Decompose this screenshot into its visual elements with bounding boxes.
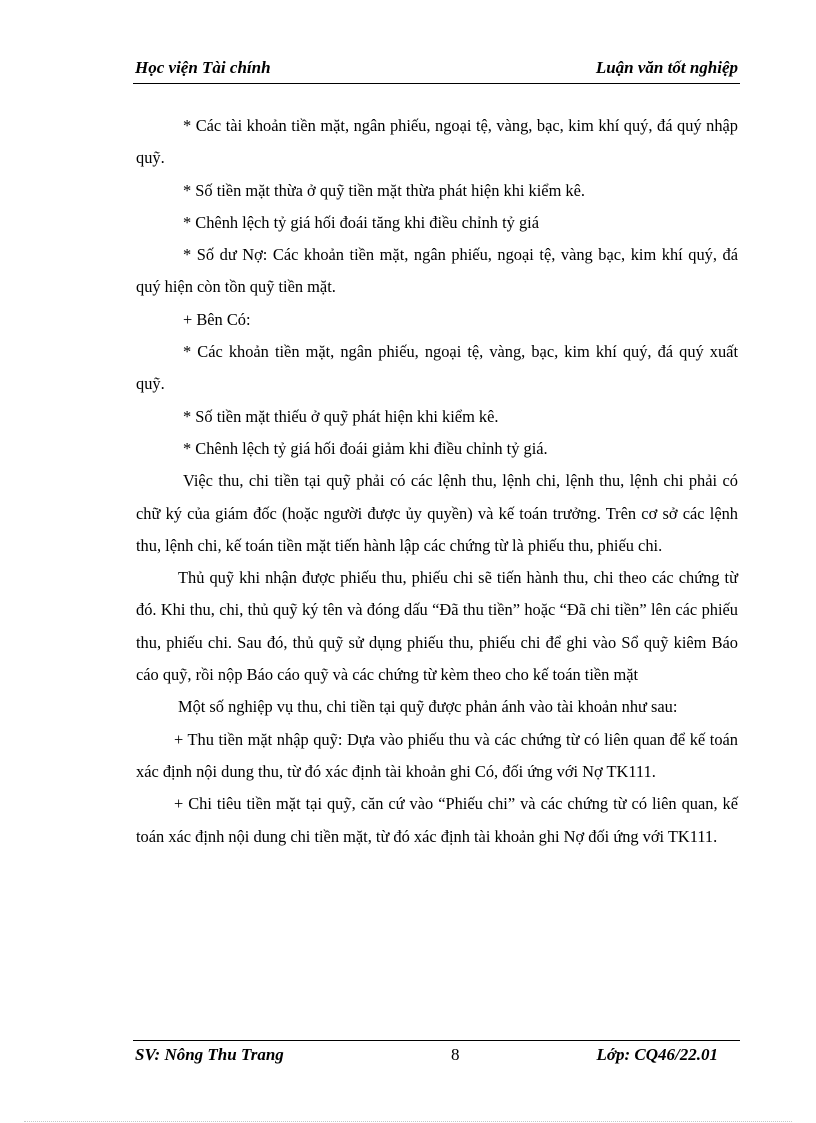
paragraph-treasurer-procedure: Thủ quỹ khi nhận được phiếu thu, phiếu chi sẽ tiến hành thu, chi theo các chứng từ đó. Khi thu, chi, thủ quỹ ký tên và đóng dấu “Đã thu tiền” hoặc “Đã chi tiền” lên các phiếu thu, phiếu chi. Sau đó, thủ quỹ sử dụng phiếu thu, phiếu chi để ghi vào Sổ quỹ kiêm Báo cáo quỹ, rồi nộp Báo cáo quỹ và các chứng từ kèm theo cho kế toán tiền mặt [136,568,738,685]
paragraph-cash-receipt: + Thu tiền mặt nhập quỹ: Dựa vào phiếu thu và các chứng từ có liên quan để kế toán xác định nội dung thu, từ đó xác định tài khoản ghi Có, đối ứng với Nợ TK111. [136,729,738,781]
header-institution: Học viện Tài chính [135,58,271,77]
paragraph-receipt-orders: Việc thu, chi tiền tại quỹ phải có các lệnh thu, lệnh chi, lệnh thu, lệnh chi phải có chữ ký của giám đốc (hoặc người được ủy quyền) và kế toán trưởng. Trên cơ sở các lệnh thu, lệnh chi, kế toán tiền mặt tiến hành lập các chứng từ là phiếu thu, phiếu chi. [136,471,738,555]
page-header [133,56,740,84]
paragraph-credit-side-heading: + Bên Có: [183,309,251,329]
page-body [136,110,738,853]
footer-student-name: SV: Nông Thu Trang [135,1045,284,1064]
paragraph-credit-cash-out: * Các khoản tiền mặt, ngân phiếu, ngoại tệ, vàng, bạc, kim khí quý, đá quý xuất quỹ. [136,342,738,394]
paragraph-debit-balance: * Số dư Nợ: Các khoản tiền mặt, ngân phiếu, ngoại tệ, vàng bạc, kim khí quý, đá quý hiện còn tồn quỹ tiền mặt. [136,245,738,297]
paragraph-transactions-intro: Một số nghiệp vụ thu, chi tiền tại quỹ được phản ánh vào tài khoản như sau: [178,697,678,717]
footer-class-code: Lớp: CQ46/22.01 [596,1045,718,1064]
footer-page-number: 8 [451,1045,460,1064]
paragraph-debit-surplus: * Số tiền mặt thừa ở quỹ tiền mặt thừa phát hiện khi kiểm kê. [183,180,585,200]
footer-divider [133,1040,740,1041]
paragraph-debit-exchange-gain: * Chênh lệch tỷ giá hối đoái tăng khi điều chỉnh tỷ giá [183,212,539,232]
paragraph-credit-exchange-loss: * Chênh lệch tỷ giá hối đoái giảm khi điều chỉnh tỷ giá. [183,438,548,458]
page-footer [133,1043,740,1069]
header-document-type: Luận văn tốt nghiệp [595,58,738,77]
paragraph-cash-payment: + Chi tiêu tiền mặt tại quỹ, căn cứ vào “Phiếu chi” và các chứng từ có liên quan, kế toán xác định nội dung chi tiền mặt, từ đó xác định tài khoản ghi Nợ đối ứng với TK111. [136,794,738,846]
page-bottom-edge [24,1121,792,1122]
paragraph-credit-shortage: * Số tiền mặt thiếu ở quỹ phát hiện khi kiểm kê. [183,406,499,426]
paragraph-debit-cash-in: * Các tài khoản tiền mặt, ngân phiếu, ngoại tệ, vàng, bạc, kim khí quý, đá quý nhập quỹ. [136,116,738,168]
